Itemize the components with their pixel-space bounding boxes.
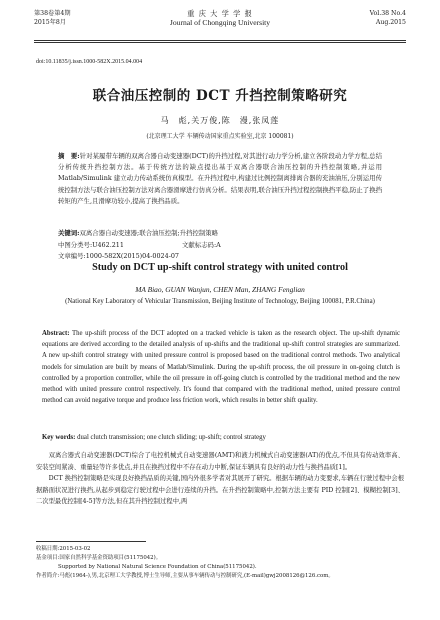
abstract-en [42, 328, 400, 406]
body-paragraph: DCT 换挡控制策略是实现良好换挡品质的关键,国内外很多学者对其展开了研究。根据车辆的动力变要求,车辆在行驶过程中会根据路面状况进行换挡,从起步到稳定行驶过程中会进行连续的升挡。在升挡控制策略中,控制方法主要有 PID 控制[2]、模糊控制[3]、二次型最优控制[4-5]等方法,但在其升挡控制过程中,两 [36, 475, 404, 506]
footnote-received: 收稿日期:2015-03-02 [36, 546, 91, 552]
header-volume-en [370, 10, 406, 27]
abstract-cn [58, 151, 382, 207]
journal-name-en: Journal of Chongqing University [169, 17, 271, 27]
authors-en: MA Biao, GUAN Wanjun, CHEN Man, ZHANG Fenglian [135, 285, 305, 294]
article-number: 文章编号:1000-582X(2015)04-0024-07 [58, 252, 179, 260]
header-rule-thin [34, 42, 406, 43]
header-rule [34, 40, 406, 41]
document-code: 文献标志码:A [182, 241, 221, 249]
journal-name-cn: 重 庆 大 学 学 报 [187, 9, 253, 18]
abstract-en-label: Abstract: [42, 330, 70, 337]
affiliation-cn: (北京理工大学 车辆传动国家重点实验室,北京 100081) [146, 133, 294, 140]
abstract-cn-label: 摘 要: [58, 152, 80, 160]
header-volume-issue-en: Vol.38 No.4 [369, 10, 406, 17]
keywords-en [42, 432, 400, 443]
header-journal [34, 10, 406, 27]
doi[interactable]: doi:10.11835/j.issn.1000-582X.2015.04.004 [36, 59, 143, 65]
header-date-en: Aug.2015 [375, 18, 406, 26]
running-header [34, 10, 406, 38]
footnote-rule [36, 541, 146, 542]
clc-number: 中图分类号:U462.211 [58, 241, 124, 249]
keywords-cn-text: 双离合器自动变速器;联合油压控制;升挡控制策略 [79, 229, 219, 237]
abstract-en-text: The up-shift process of the DCT adopted on a tracked vehicle is taken as the research object. The up-shift dynamic equations are derived according to the detailed analysis of up-shifts and the traditional up-shift control strategies are summarized. A new up-shift control strategy with united pressure control is proposed based on the traditional control methods. Two analytical models for simulation are built by means of Matlab/Simulink. During the up-shift process, the oil pressure in on-going clutch is controlled by a proportion controller, while the oil pressure in off-going clutch is controlled by the traditional method and the new method with united pressure control respectively. It's found that compared with the traditional method, united pressure control method can avoid negative torque and produce less friction work, which results in better shift quality. [42, 330, 400, 405]
header-date-cn: 2015年8月 [34, 18, 67, 26]
keywords-cn-label: 关键词: [58, 229, 80, 237]
body-paragraph: 双离合器式自动变速器(DCT)综合了电控机械式自动变速器(AMT)和液力机械式自动变速器(AT)的优点,不但具有传动效率高、安装空间紧凑、重量轻等许多优点,并且在换挡过程中不存在动力中断,保证车辆具有良好的动力性与换挡品质[1]。 [36, 452, 404, 471]
classification-meta [58, 240, 382, 262]
keywords-en-label: Key words: [42, 434, 76, 441]
footnote-funding-en: Supported by National Natural Science Foundation of China(51175042). [58, 563, 257, 570]
title-cn: 联合油压控制的 DCT 升挡控制策略研究 [92, 88, 348, 104]
footnote-funding: 基金项目:国家自然科学基金资助项目(51175042)。 [36, 554, 162, 561]
footnote-author: 作者简介:马彪(1964-),男,北京理工大学教授,博士生导师,主要从事车辆传动与控制研究,(E-mail)gwj2008126@126.com。 [36, 572, 334, 579]
affiliation-en: (National Key Laboratory of Vehicular Transmission, Beijing Institute of Technology, Beijing 100081, P.R.China) [65, 298, 375, 305]
abstract-cn-text: 针对某履带车辆的双离合器自动变速器(DCT)的升挡过程,对其进行动力学分析,建立各阶段动力学方程,总结分析传统升挡控制方法。基于传统方法的缺点提出基于双离合器联合油压控制的升挡控制策略,并运用 Matlab/Simulink 建立动力传动系统仿真模型。在升挡过程中,构建过比例控制离排离合器的充油油压,分别运用传统控制方法与联合油压控制方法对离合器滑摩进行仿真分析。结果表明,联合油压升挡过程控制换挡平稳,防止了换挡转矩的产生,且滑摩功较小,提高了换挡品质。 [58, 152, 382, 205]
authors-cn: 马 彪,关万俊,陈 漫,张凤莲 [160, 116, 280, 125]
title-en: Study on DCT up-shift control strategy with united control [92, 262, 348, 273]
body-text [36, 450, 404, 508]
keywords-en-text: dual clutch transmission; one clutch sliding; up-shift; control strategy [77, 434, 266, 441]
keywords-cn [58, 228, 382, 239]
footnotes [36, 545, 404, 581]
header-volume-issue-cn: 第38卷第4期 [34, 10, 71, 17]
